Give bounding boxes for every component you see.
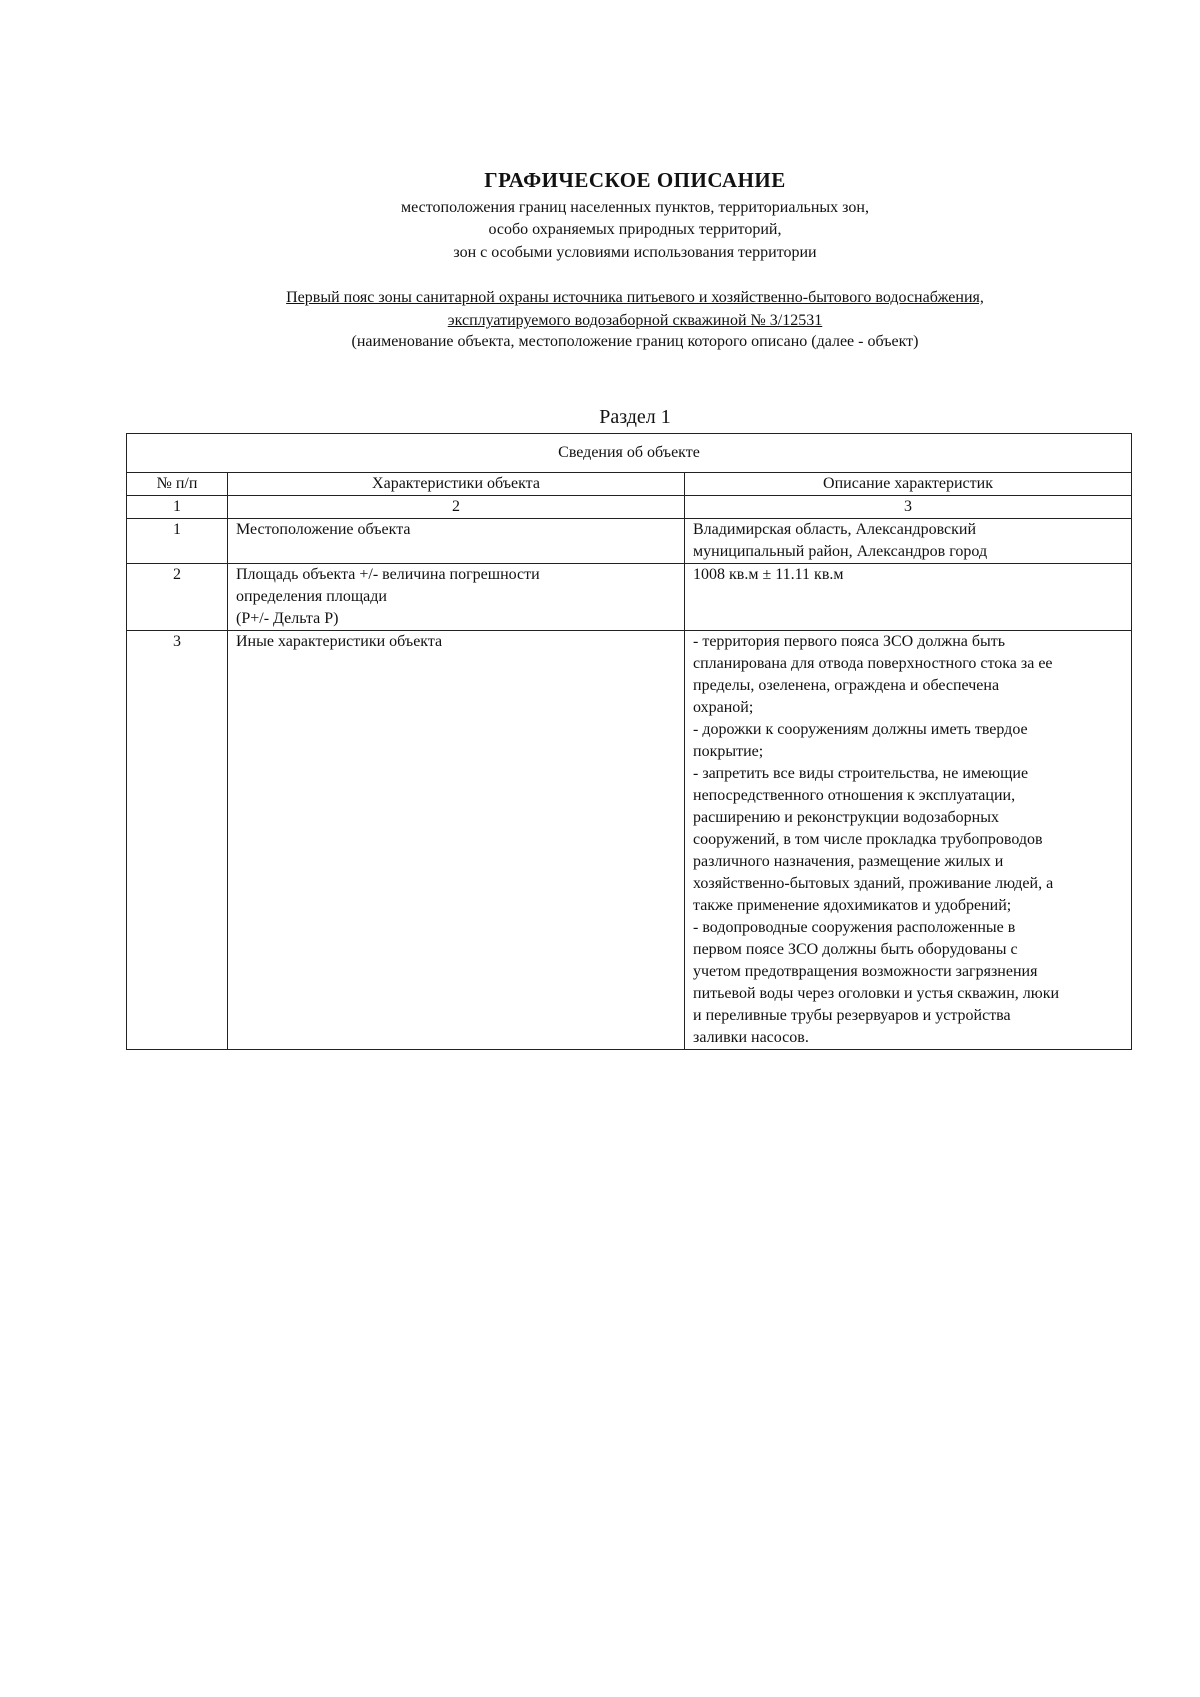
row-number: 2 bbox=[127, 564, 228, 631]
row-characteristic bbox=[228, 519, 685, 564]
row-description bbox=[685, 519, 1132, 564]
description-line: охраной; bbox=[693, 699, 754, 716]
description-line: спланирована для отвода поверхностного стока за ее bbox=[693, 655, 1053, 672]
characteristic-line: (P+/- Дельта P) bbox=[236, 610, 339, 627]
description-line: различного назначения, размещение жилых и bbox=[693, 853, 1004, 870]
section-label: Раздел 1 bbox=[599, 406, 671, 428]
description-line: - территория первого пояса ЗСО должна быть bbox=[693, 633, 1006, 650]
table-row bbox=[127, 519, 1132, 564]
description-line: 1008 кв.м ± 11.11 кв.м bbox=[693, 566, 844, 583]
description-line: Владимирская область, Александровский bbox=[693, 521, 977, 538]
description-line: заливки насосов. bbox=[693, 1029, 809, 1046]
header-characteristic: Характеристики объекта bbox=[228, 473, 685, 496]
object-name-line-1 bbox=[0, 288, 1200, 308]
description-line: учетом предотвращения возможности загрязнения bbox=[693, 963, 1038, 980]
description-line: питьевой воды через оголовки и устья скважин, люки bbox=[693, 985, 1060, 1002]
table-row bbox=[127, 564, 1132, 631]
table-row bbox=[127, 631, 1132, 1050]
row-number: 3 bbox=[127, 631, 228, 1050]
characteristic-line: Иные характеристики объекта bbox=[236, 633, 443, 650]
description-line: хозяйственно-бытовых зданий, проживание людей, а bbox=[693, 875, 1054, 892]
description-line: пределы, озеленена, ограждена и обеспечена bbox=[693, 677, 1000, 694]
column-number-2: 2 bbox=[228, 496, 685, 519]
description-line: также применение ядохимикатов и удобрений; bbox=[693, 897, 1012, 914]
column-number-1: 1 bbox=[127, 496, 228, 519]
characteristic-line: Площадь объекта +/- величина погрешности bbox=[236, 566, 540, 583]
object-info-table bbox=[126, 433, 1132, 1050]
object-name-text-2: эксплуатируемого водозаборной скважиной № 3/12531 bbox=[447, 312, 823, 329]
header-number: № п/п bbox=[127, 473, 228, 496]
subtitle-line-2: особо охраняемых природных территорий, bbox=[488, 221, 782, 238]
column-number-3: 3 bbox=[685, 496, 1132, 519]
description-line: - водопроводные сооружения расположенные в bbox=[693, 919, 1016, 936]
table-title: Сведения об объекте bbox=[127, 434, 1132, 473]
characteristic-line: определения площади bbox=[236, 588, 387, 605]
characteristic-line: Местоположение объекта bbox=[236, 521, 411, 538]
subtitle-line-1: местоположения границ населенных пунктов, территориальных зон, bbox=[401, 199, 869, 216]
column-number-row bbox=[127, 496, 1132, 519]
subtitle-line-3: зон с особыми условиями использования территории bbox=[453, 244, 817, 261]
description-line: - запретить все виды строительства, не имеющие bbox=[693, 765, 1029, 782]
description-line: муниципальный район, Александров город bbox=[693, 543, 988, 560]
object-name-line-2 bbox=[0, 311, 1200, 331]
table-header-row bbox=[127, 473, 1132, 496]
description-line: первом поясе ЗСО должны быть оборудованы с bbox=[693, 941, 1018, 958]
object-name-text-1: Первый пояс зоны санитарной охраны источника питьевого и хозяйственно-бытового водоснабжения, bbox=[286, 289, 984, 306]
object-caption: (наименование объекта, местоположение границ которого описано (далее - объект) bbox=[351, 333, 919, 350]
description-line: покрытие; bbox=[693, 743, 764, 760]
description-line: и переливные трубы резервуаров и устройства bbox=[693, 1007, 1011, 1024]
table-title-row bbox=[127, 434, 1132, 473]
row-description bbox=[685, 631, 1132, 1050]
row-characteristic bbox=[228, 564, 685, 631]
document-title: ГРАФИЧЕСКОЕ ОПИСАНИЕ bbox=[484, 168, 786, 192]
description-line: непосредственного отношения к эксплуатации, bbox=[693, 787, 1016, 804]
header-description: Описание характеристик bbox=[685, 473, 1132, 496]
row-number: 1 bbox=[127, 519, 228, 564]
description-line: - дорожки к сооружениям должны иметь твердое bbox=[693, 721, 1028, 738]
description-line: сооружений, в том числе прокладка трубопроводов bbox=[693, 831, 1043, 848]
description-line: расширению и реконструкции водозаборных bbox=[693, 809, 999, 826]
row-characteristic bbox=[228, 631, 685, 1050]
row-description bbox=[685, 564, 1132, 631]
